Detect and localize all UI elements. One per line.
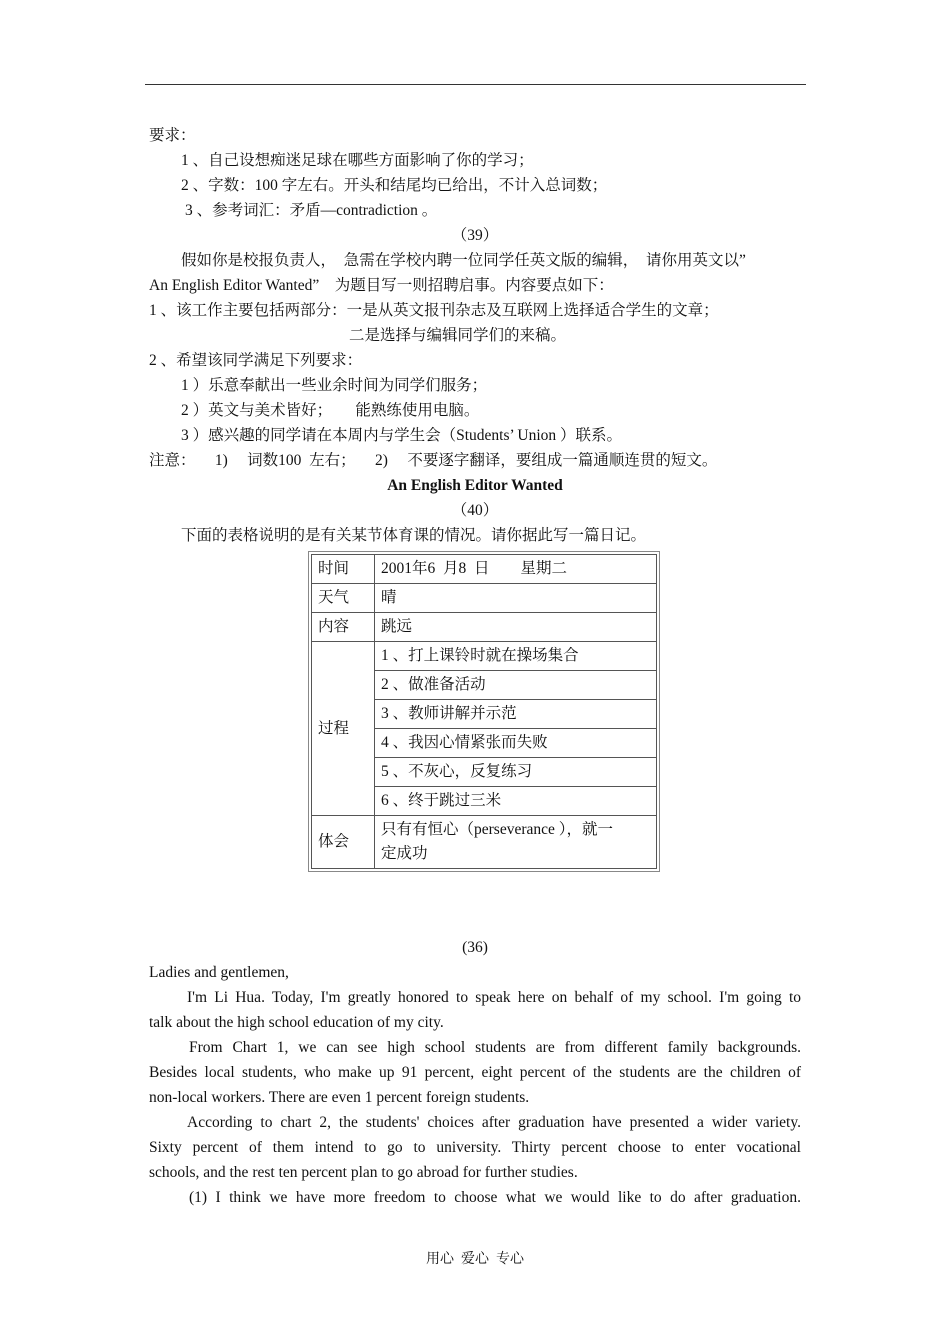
essay-line: I'm Li Hua. Today, I'm greatly honored to speak here on behalf of my school. I'm going to [187,989,801,1006]
table-row [312,642,657,671]
essay-line: schools, and the rest ten percent plan to go abroad for further studies. [149,1164,578,1181]
question-number-40: （40） [451,502,499,519]
table-value-weather: 晴 [375,584,657,613]
essay-line: From Chart 1, we can see high school students are from different family backgrounds. [189,1039,801,1056]
table-process-step: 5 、不灰心，反复练习 [375,758,657,787]
header-rule [145,84,806,85]
q39-title: An English Editor Wanted [387,477,563,494]
essay-line: talk about the high school education of my city. [149,1014,444,1031]
requirements-heading: 要求： [149,127,196,144]
table-value-time: 2001年6 月8 日 星期二 [375,555,657,584]
q39-intro-line: 假如你是校报负责人， 急需在学校内聘一位同学任英文版的编辑， 请你用英文以” [181,252,746,269]
table-label-content: 内容 [312,613,375,642]
reflection-line: 定成功 [381,845,428,862]
pe-class-table-frame [308,551,660,872]
table-label-process: 过程 [312,642,375,816]
table-label-time: 时间 [312,555,375,584]
q39-intro-line: An English Editor Wanted” 为题目写一则招聘启事。内容要点如下： [149,277,614,294]
table-label-weather: 天气 [312,584,375,613]
pe-class-table [311,554,657,869]
questions-section [149,123,801,872]
q39-sub-item: 3 ）感兴趣的同学请在本周内与学生会（Students’ Union ）联系。 [181,427,623,444]
q39-point-1: 1 、该工作主要包括两部分：一是从英文报刊杂志及互联网上选择适合学生的文章； [149,302,719,319]
table-process-step: 3 、教师讲解并示范 [375,700,657,729]
q39-point-1-cont: 二是选择与编辑同学们的来稿。 [349,327,567,344]
table-label-reflection: 体会 [312,816,375,869]
requirement-item: 1 、自己设想痴迷足球在哪些方面影响了你的学习； [181,152,534,169]
table-process-step: 6 、终于跳过三米 [375,787,657,816]
question-number-39: （39） [451,227,499,244]
requirement-item: 3 、参考词汇：矛盾—contradiction 。 [185,202,438,219]
essay-greeting: Ladies and gentlemen, [149,964,289,981]
q40-intro: 下面的表格说明的是有关某节体育课的情况。请你据此写一篇日记。 [181,527,647,544]
essay-number: (36) [462,939,488,956]
table-row [312,555,657,584]
essay-line: Besides local students, who make up 91 percent, eight percent of the students are the children of [149,1064,801,1081]
essay-line: According to chart 2, the students' choices after graduation have presented a wider variety. [187,1114,801,1131]
table-row [312,584,657,613]
table-process-step: 1 、打上课铃时就在操场集合 [375,642,657,671]
table-row [312,816,657,869]
table-process-step: 4 、我因心情紧张而失败 [375,729,657,758]
q39-sub-item: 1 ）乐意奉献出一些业余时间为同学们服务； [181,377,488,394]
reflection-line: 只有有恒心（perseverance ），就一 [381,821,614,838]
table-value-content: 跳远 [375,613,657,642]
table-value-reflection [375,816,657,869]
table-process-step: 2 、做准备活动 [375,671,657,700]
essay-line: Sixty percent of them intend to go to university. Thirty percent choose to enter vocational [149,1139,801,1156]
essay-line: (1) I think we have more freedom to choose what we would like to do after graduation. [189,1189,801,1206]
q39-point-2: 2 、希望该同学满足下列要求： [149,352,363,369]
requirement-item: 2 、字数：100 字左右。开头和结尾均已给出，不计入总词数； [181,177,608,194]
q39-note: 注意： 1) 词数100 左右； 2) 不要逐字翻译，要组成一篇通顺连贯的短文。 [149,452,718,469]
essay-line: non-local workers. There are even 1 percent foreign students. [149,1089,530,1106]
page-footer: 用心 爱心 专心 [426,1252,524,1267]
essay-36 [149,935,801,1210]
q39-sub-item: 2 ）英文与美术皆好； 能熟练使用电脑。 [181,402,480,419]
table-row [312,613,657,642]
